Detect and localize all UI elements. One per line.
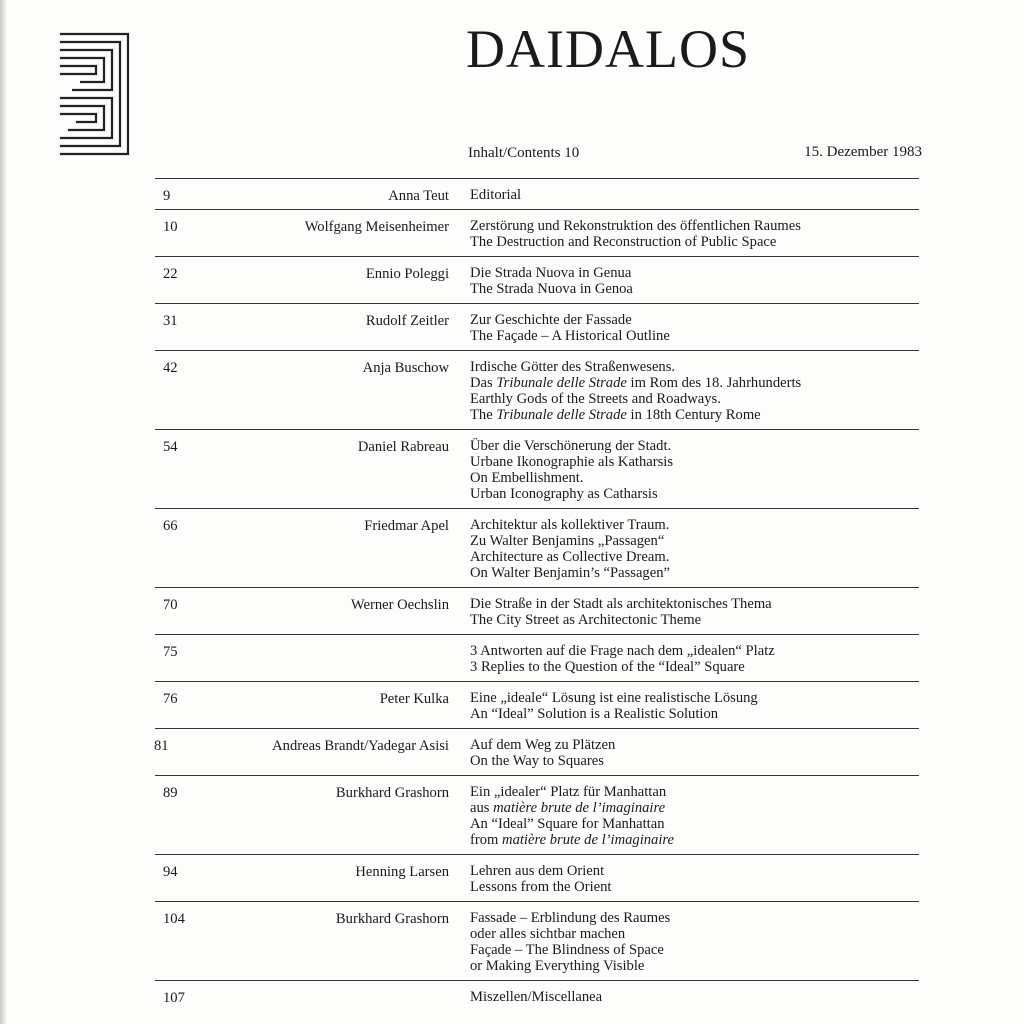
page-number: 9 [163,188,171,204]
italic-term: matière brute de l’imaginaire [493,800,666,816]
table-of-contents [155,178,919,1011]
title-line: An “Ideal” Solution is a Realistic Solution [470,706,719,722]
author: Werner Oechslin [350,597,449,613]
title-line: Façade – The Blindness of Space [470,942,664,958]
author: Henning Larsen [355,864,449,880]
title-line: oder alles sichtbar machen [470,926,626,942]
title-line: Earthly Gods of the Streets and Roadways. [470,391,721,407]
author: Anna Teut [388,188,449,204]
toc-entry[interactable] [155,587,919,634]
article-titles [470,989,919,1005]
title-line: On Embellishment. [470,470,584,486]
italic-term: matière brute de l’imaginaire [502,832,675,848]
page-number: 94 [163,864,178,880]
title-line: Fassade – Erblindung des Raumes [470,910,671,926]
title-line: Die Straße in der Stadt als architektonisches Thema [470,596,772,612]
title-line: Lessons from the Orient [470,879,612,895]
title-line: The City Street as Architectonic Theme [470,612,702,628]
page-number: 81 [154,738,169,754]
toc-entry[interactable] [155,854,919,901]
title-line: Architektur als kollektiver Traum. [470,517,670,533]
article-titles [470,312,919,344]
title-line: Irdische Götter des Straßenwesens. [470,359,676,375]
author: Anja Buschow [362,360,449,376]
italic-term: Tribunale delle Strade [496,407,627,423]
contents-subhead: Inhalt/Contents 10 [468,145,580,161]
article-titles [470,910,919,974]
author: Daniel Rabreau [357,439,449,455]
page-edge-shadow [0,0,6,1024]
title-line: from matière brute de l’imaginaire [470,832,675,848]
title-line: Zur Geschichte der Fassade [470,312,632,328]
author: Rudolf Zeitler [365,313,449,329]
title-line: Editorial [470,187,522,203]
toc-entry[interactable] [155,775,919,854]
labyrinth-logo-icon [58,30,130,158]
page-number: 10 [163,219,178,235]
author: Peter Kulka [379,691,449,707]
title-line: On Walter Benjamin’s “Passagen” [470,565,670,581]
title-line: Architecture as Collective Dream. [470,549,670,565]
title-line: Urban Iconography as Catharsis [470,486,658,502]
title-line: The Tribunale delle Strade in 18th Century Rome [470,407,761,423]
page-number: 104 [163,911,185,927]
title-line: Die Strada Nuova in Genua [470,265,632,281]
italic-term: Tribunale delle Strade [496,375,627,391]
toc-entry[interactable] [155,634,919,681]
title-line: 3 Replies to the Question of the “Ideal” Square [470,659,745,675]
author: Burkhard Grashorn [335,785,449,801]
article-titles [470,784,919,848]
masthead-title: DAIDALOS [466,19,750,79]
article-titles [470,517,919,581]
title-line: The Strada Nuova in Genoa [470,281,633,297]
page-number: 76 [163,691,178,707]
page-number: 89 [163,785,178,801]
author: Andreas Brandt/Yadegar Asisi [272,738,449,754]
toc-entry[interactable] [155,508,919,587]
article-titles [470,265,919,297]
author: Ennio Poleggi [365,266,449,282]
title-line: Eine „ideale“ Lösung ist eine realistische Lösung [470,690,758,706]
article-titles [470,690,919,722]
title-line: aus matière brute de l’imaginaire [470,800,666,816]
title-line: Über die Verschönerung der Stadt. [470,438,672,454]
title-line: The Façade – A Historical Outline [470,328,670,344]
toc-entry[interactable] [155,681,919,728]
article-titles [470,737,919,769]
title-line: On the Way to Squares [470,753,604,769]
article-titles [470,596,919,628]
toc-entry[interactable] [155,429,919,508]
article-titles [470,438,919,502]
title-line: 3 Antworten auf die Frage nach dem „idealen“ Platz [470,643,775,659]
article-titles [470,643,919,675]
page-number: 54 [163,439,178,455]
title-line: Urbane Ikonographie als Katharsis [470,454,674,470]
title-line: or Making Everything Visible [470,958,645,974]
author: Friedmar Apel [364,518,449,534]
toc-entry[interactable] [155,209,919,256]
title-line: The Destruction and Reconstruction of Public Space [470,234,777,250]
title-line: Ein „idealer“ Platz für Manhattan [470,784,667,800]
toc-entry[interactable] [155,901,919,980]
title-line: Zu Walter Benjamins „Passagen“ [470,533,665,549]
page-number: 70 [163,597,178,613]
title-line: An “Ideal” Square for Manhattan [470,816,665,832]
author: Wolfgang Meisenheimer [304,219,449,235]
issue-date: 15. Dezember 1983 [804,144,922,160]
title-line: Auf dem Weg zu Plätzen [470,737,616,753]
title-line: Zerstörung und Rekonstruktion des öffentlichen Raumes [470,218,801,234]
page-number: 107 [163,990,185,1006]
article-titles [470,187,919,203]
toc-entry[interactable] [155,980,919,1011]
toc-entry[interactable] [155,256,919,303]
toc-entry[interactable] [155,303,919,350]
page-number: 75 [163,644,178,660]
author: Burkhard Grashorn [335,911,449,927]
title-line: Miszellen/Miscellanea [470,989,603,1005]
article-titles [470,863,919,895]
page-number: 42 [163,360,178,376]
page-number: 31 [163,313,178,329]
page-number: 66 [163,518,178,534]
article-titles [470,218,919,250]
title-line: Das Tribunale delle Strade im Rom des 18. Jahrhunderts [470,375,802,391]
title-line: Lehren aus dem Orient [470,863,605,879]
toc-entry[interactable] [155,350,919,429]
article-titles [470,359,919,423]
toc-entry[interactable] [155,178,919,209]
page-number: 22 [163,266,178,282]
toc-entry[interactable] [155,728,919,775]
